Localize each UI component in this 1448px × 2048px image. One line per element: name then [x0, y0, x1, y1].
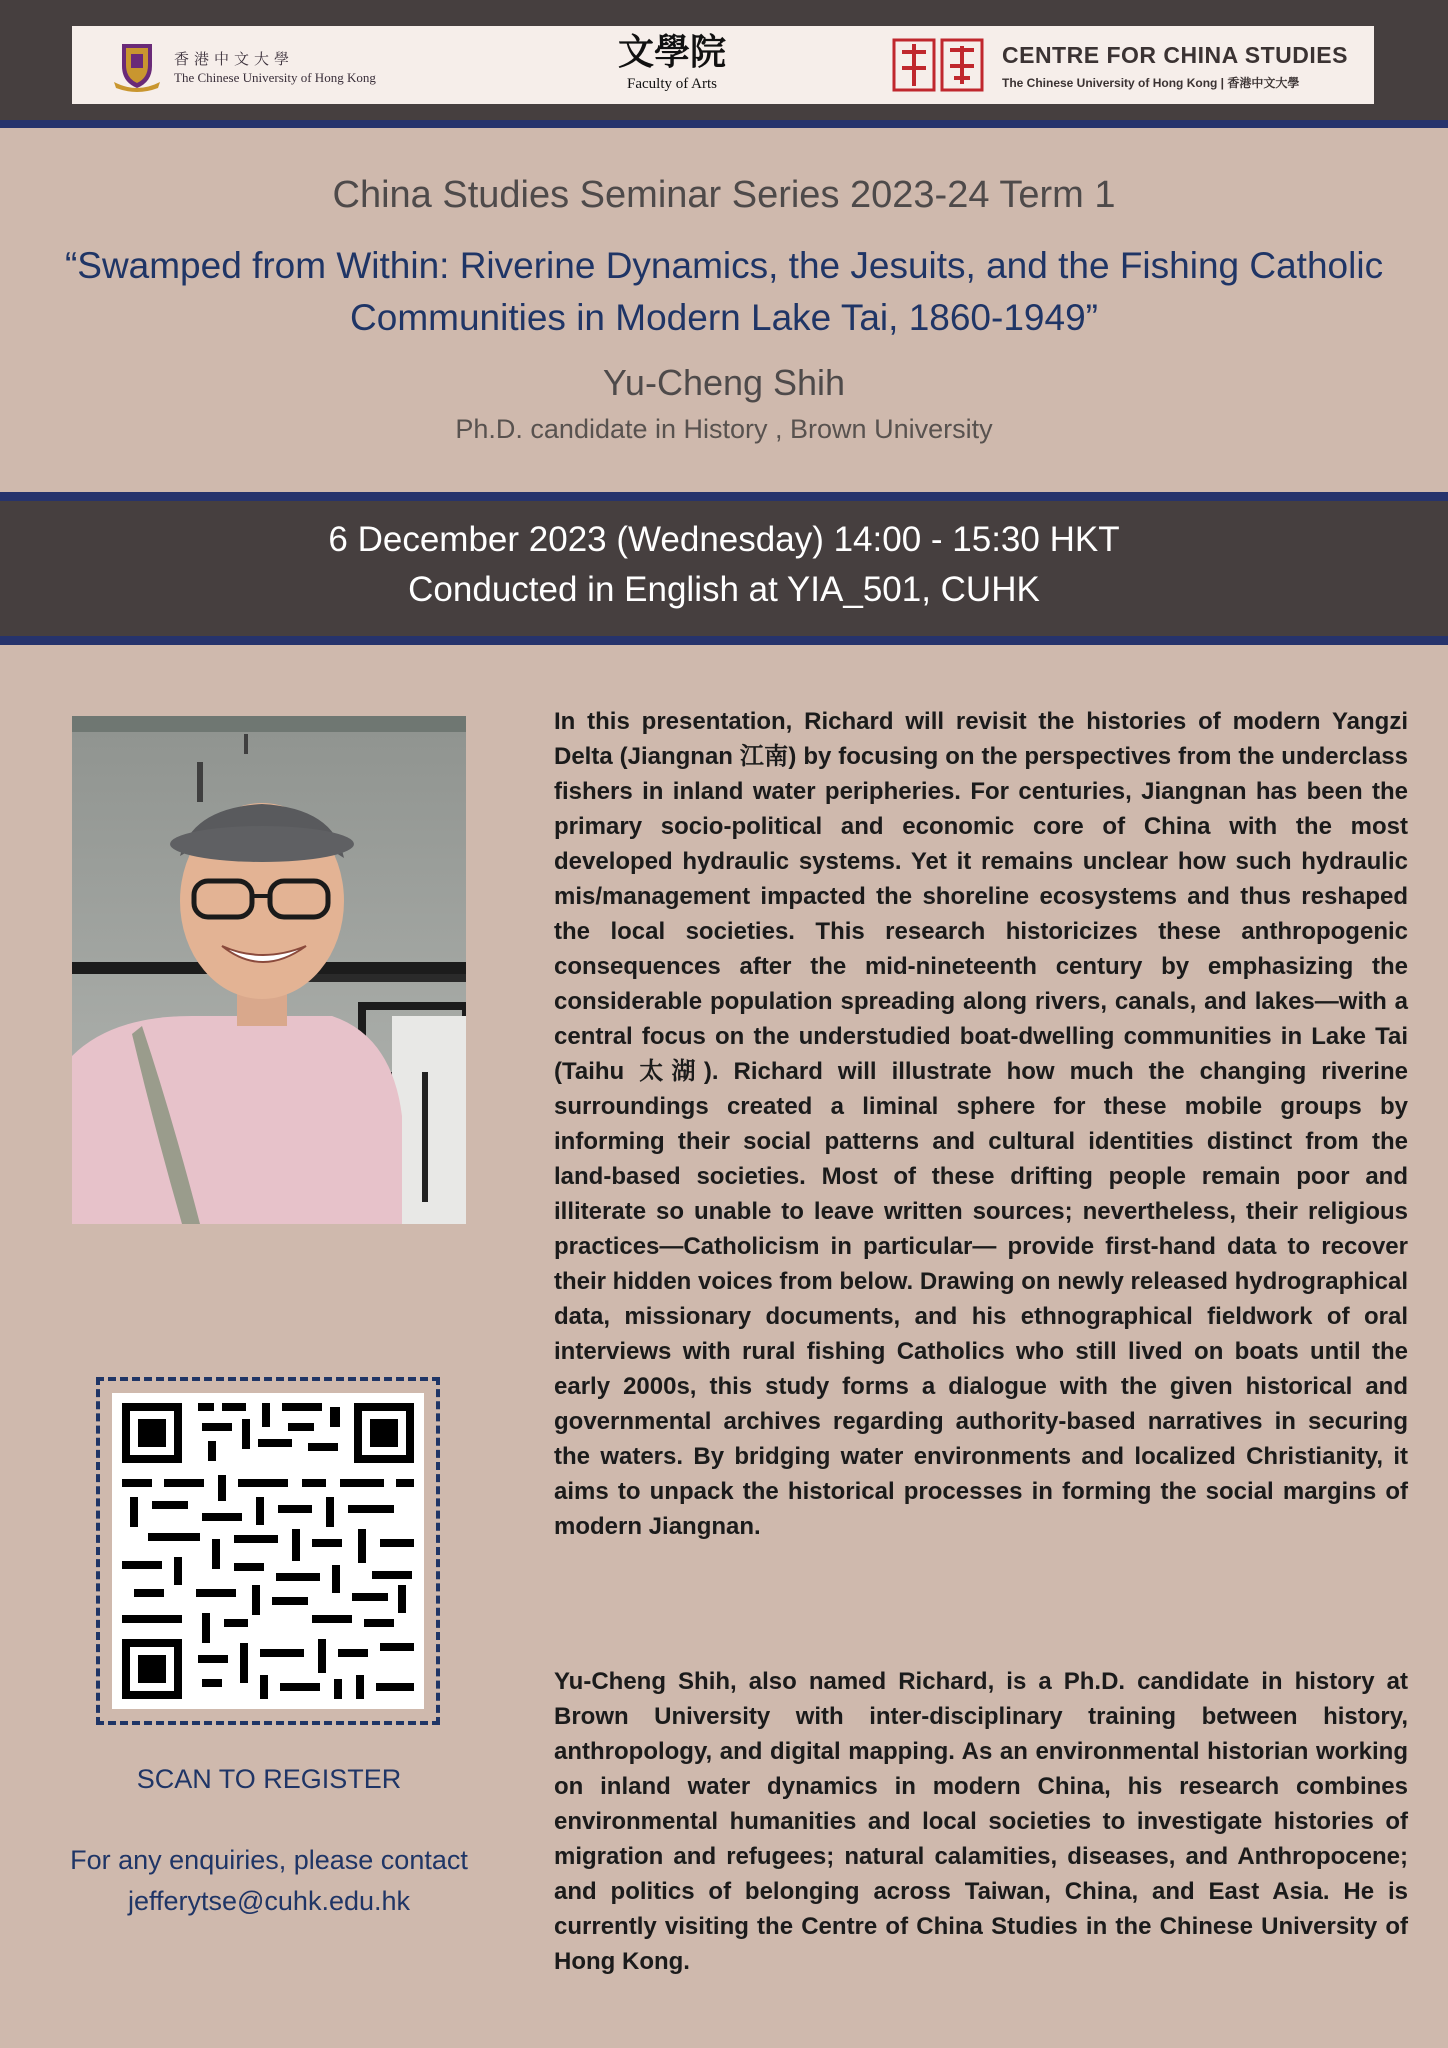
ccs-seal-icon [892, 38, 984, 92]
event-venue: Conducted in English at YIA_501, CUHK [408, 570, 1040, 609]
registration-qr-frame[interactable] [96, 1377, 440, 1725]
speaker-photo [72, 716, 466, 1224]
cuhk-english-name: The Chinese University of Hong Kong [174, 70, 376, 85]
faculty-of-arts-logo[interactable] [602, 30, 742, 102]
ccs-title: CENTRE FOR CHINA STUDIES [1002, 42, 1348, 68]
ccs-subtitle: The Chinese University of Hong Kong | 香港中文大學 [1002, 76, 1300, 90]
cuhk-chinese-name: 香港中文大學 [174, 50, 295, 68]
qr-code-graphic [112, 1393, 424, 1709]
faculty-chinese-name: 文學院 [617, 31, 726, 73]
date-band [0, 492, 1448, 645]
date-band-rule-top [0, 492, 1448, 501]
speaker-photo-illustration [72, 716, 466, 1224]
talk-abstract: In this presentation, Richard will revisit the histories of modern Yangzi Delta (Jiangnan 江南) by focusing on the perspectives from the underclass fishers in inland water peripheries. For centuries, Jiangnan has been the primary socio-political and economic core of China with the most developed hydraulic systems. Yet it remains unclear how such hydraulic mis/management impacted the shoreline ecosystems and thus reshaped the local societies. This research historicizes these anthropogenic consequences after the mid-nineteenth century by emphasizing the considerable population spreading along rivers, canals, and lakes—with a central focus on the understudied boat-dwelling communities in Lake Tai (Taihu 太湖). Richard will illustrate how much the changing riverine surroundings created a liminal sphere for these mobile groups by informing their social patterns and cultural identities distinct from the land-based societies. Most of these drifting people remain poor and illiterate so unable to leave written sources; nevertheless, their religious practices—Catholicism in particular— provide first-hand data to recover their hidden voices from below. Drawing on newly released hydrographical data, missionary documents, and his ethnographical fieldwork of oral interviews with rural fishing Catholics who still lived on boats until the early 2000s, this study forms a dialogue with the given historical and governmental archives regarding authority-based narratives in securing the waters. By bridging water environments and localized Christianity, it aims to unpack the historical processes in forming the social margins of modern Jiangnan. [554, 708, 1408, 1540]
faculty-english-name: Faculty of Arts [627, 76, 717, 92]
speaker-bio: Yu-Cheng Shih, also named Richard, is a Ph.D. candidate in history at Brown University with inter-disciplinary training between history, anthropology, and digital mapping. As an environmental historian working on inland water dynamics in modern China, his research combines environmental humanities and local societies to investigate histories of migration and refugees; natural calamities, diseases, and Anthropocene; and politics of belonging across Taiwan, China, and East Asia. He is currently visiting the Centre of China Studies in the Chinese University of Hong Kong. [554, 1668, 1408, 1975]
scan-to-register-label: SCAN TO REGISTER [136, 1764, 402, 1794]
enquiry-text: For any enquiries, please contact [70, 1845, 468, 1875]
enquiry-email-link[interactable]: jefferytse@cuhk.edu.hk [127, 1886, 411, 1916]
ccs-logo[interactable] [892, 36, 1362, 94]
header-rule [0, 120, 1448, 128]
event-date-time: 6 December 2023 (Wednesday) 14:00 - 15:30 HKT [328, 520, 1120, 559]
date-band-rule-bottom [0, 636, 1448, 645]
cuhk-crest-icon [112, 38, 162, 92]
speaker-affiliation: Ph.D. candidate in History , Brown University [455, 414, 993, 444]
enquiry-block [52, 1840, 486, 1922]
seminar-series: China Studies Seminar Series 2023-24 Term 1 [332, 174, 1116, 216]
cuhk-logo[interactable] [112, 36, 412, 94]
speaker-name: Yu-Cheng Shih [602, 362, 846, 403]
logo-strip [72, 26, 1374, 104]
qr-code-icon[interactable] [112, 1393, 424, 1709]
header-band [0, 0, 1448, 128]
talk-title: “Swamped from Within: Riverine Dynamics, the Jesuits, and the Fishing Catholic Communities in Modern Lake Tai, 1860-1949” [64, 245, 1384, 338]
